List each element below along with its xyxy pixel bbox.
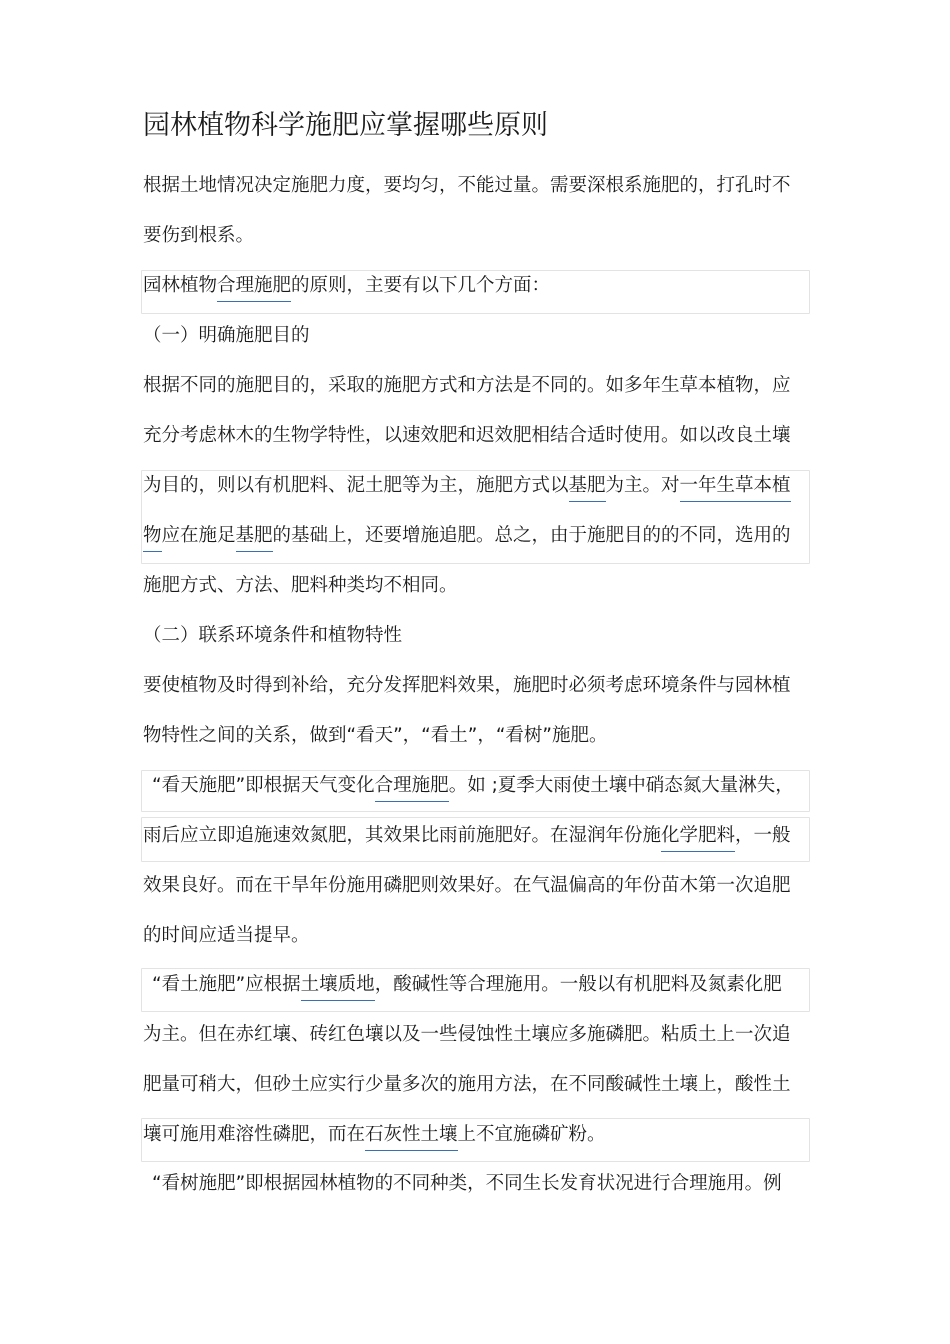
text-span: ，一般	[735, 825, 791, 846]
hyperlink-base-fertilizer[interactable]: 基肥	[568, 475, 606, 496]
paragraph-line	[143, 272, 550, 300]
hyperlink-base-fertilizer[interactable]: 基肥	[235, 525, 273, 546]
section-heading: （二）联系环境条件和植物特性	[143, 625, 403, 646]
document-title: 园林植物科学施肥应掌握哪些原则	[143, 110, 548, 141]
paragraph-line: 肥量可稍大，但砂土应实行少量多次的施用方法，在不同酸碱性土壤上，酸性土	[143, 1074, 791, 1095]
text-span: 雨后应立即追施速效氮肥，其效果比雨前施肥好。在湿润年份施	[143, 825, 662, 846]
paragraph-line	[152, 971, 782, 999]
paragraph-line: 根据土地情况决定施肥力度，要均匀，不能过量。需要深根系施肥的，打孔时不	[143, 175, 791, 196]
hyperlink-calcareous-soil[interactable]: 石灰性土壤	[365, 1124, 458, 1145]
paragraph-line: 要伤到根系。	[143, 225, 255, 246]
text-span: 园林植物	[143, 275, 218, 296]
hyperlink-soil-texture[interactable]: 土壤质地	[300, 974, 375, 995]
paragraph-line: 施肥方式、方法、肥料种类均不相同。	[143, 575, 458, 596]
text-span: ，酸碱性等合理施用。一般以有机肥料及氮素化肥	[374, 974, 782, 995]
text-span: 应在施足	[161, 525, 236, 546]
hyperlink-chemical-fertilizer[interactable]: 化学肥料	[661, 825, 736, 846]
text-span: “看天施肥”即根据天气变化	[152, 775, 375, 796]
paragraph-line: 根据不同的施肥目的，采取的施肥方式和方法是不同的。如多年生草本植物，应	[143, 375, 791, 396]
paragraph-line: 效果良好。而在干旱年份施用磷肥则效果好。在气温偏高的年份苗木第一次追肥	[143, 875, 791, 896]
paragraph-line	[143, 522, 791, 550]
text-span: 为主。对	[605, 475, 680, 496]
text-span: “看土施肥”应根据	[152, 974, 301, 995]
hyperlink-reasonable-fertilization[interactable]: 合理施肥	[217, 275, 292, 296]
text-span: 壤可施用难溶性磷肥，而在	[143, 1124, 366, 1145]
paragraph-line	[152, 772, 794, 800]
section-heading: （一）明确施肥目的	[143, 325, 310, 346]
paragraph-line	[143, 1121, 606, 1149]
hyperlink-annual-herbaceous-plant[interactable]: 一年生草本植	[679, 475, 791, 496]
paragraph-line: 充分考虑林木的生物学特性，以速效肥和迟效肥相结合适时使用。如以改良土壤	[143, 425, 791, 446]
hyperlink-annual-herbaceous-plant-cont[interactable]: 物	[143, 525, 162, 546]
text-span: 上不宜施磷矿粉。	[457, 1124, 606, 1145]
text-span: 的基础上，还要增施追肥。总之，由于施肥目的的不同，选用的	[272, 525, 791, 546]
paragraph-line: 要使植物及时得到补给，充分发挥肥料效果，施肥时必须考虑环境条件与园林植	[143, 675, 791, 696]
paragraph-line: “看树施肥”即根据园林植物的不同种类，不同生长发育状况进行合理施用。例	[152, 1173, 782, 1194]
paragraph-line	[143, 472, 791, 500]
paragraph-line: 的时间应适当提早。	[143, 925, 310, 946]
text-span: 的原则，主要有以下几个方面：	[291, 275, 551, 296]
text-span: 为目的，则以有机肥料、泥土肥等为主，施肥方式以	[143, 475, 569, 496]
hyperlink-reasonable-fertilization[interactable]: 合理施肥	[374, 775, 449, 796]
paragraph-line: 物特性之间的关系，做到“看天”，“看土”，“看树”施肥。	[143, 725, 608, 746]
paragraph-line	[143, 822, 791, 850]
text-span: 。如 ;夏季大雨使土壤中硝态氮大量淋失，	[448, 775, 794, 796]
paragraph-line: 为主。但在赤红壤、砖红色壤以及一些侵蚀性土壤应多施磷肥。粘质土上一次追	[143, 1024, 791, 1045]
